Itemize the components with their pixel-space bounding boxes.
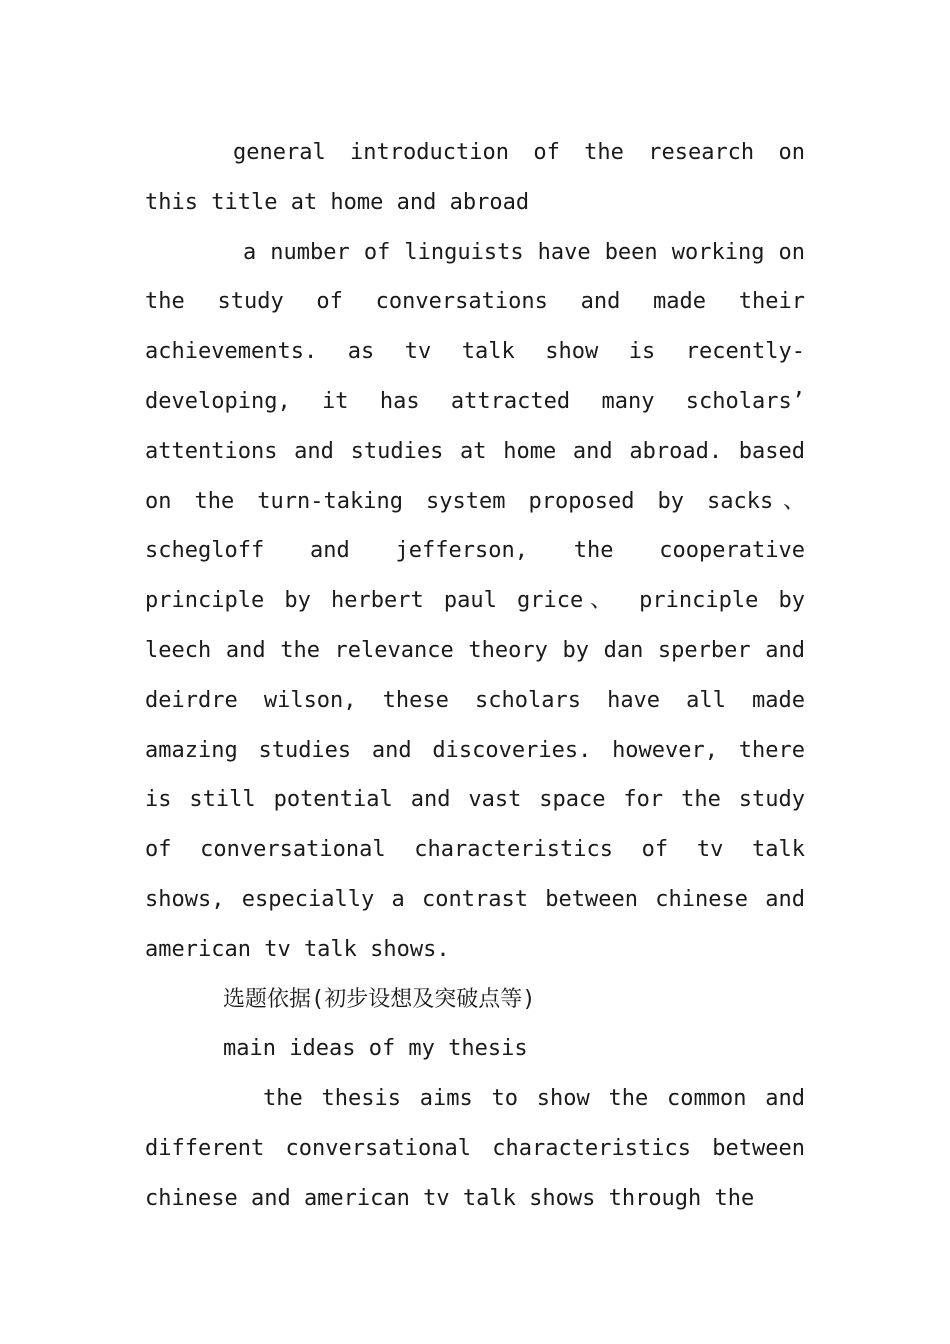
body-paragraph: the thesis aims to show the common and different conversational characteristics between chinese and american tv talk shows through the — [145, 1086, 805, 1211]
section-heading: general introduction of the research on this title at home and abroad — [145, 140, 805, 215]
body-paragraph: a number of linguists have been working on the study of conversations and made their achievements. as tv talk show is recently-developing, it has attracted many scholars’ attentions and studies at home and abroad. based on the turn-taking system proposed by sacks、schegloff and jefferson, the cooperative principle by herbert paul grice、 principle by leech and the relevance theory by dan sperber and deirdre wilson, these scholars have all made amazing studies and discoveries. however, there is still potential and vast space for the study of conversational characteristics of tv talk shows, especially a contrast between chinese and american tv talk shows. — [145, 239, 805, 962]
document-body — [145, 128, 805, 1224]
subheading: main ideas of my thesis — [223, 1036, 528, 1062]
chinese-heading: 选题依据(初步设想及突破点等) — [223, 986, 536, 1012]
